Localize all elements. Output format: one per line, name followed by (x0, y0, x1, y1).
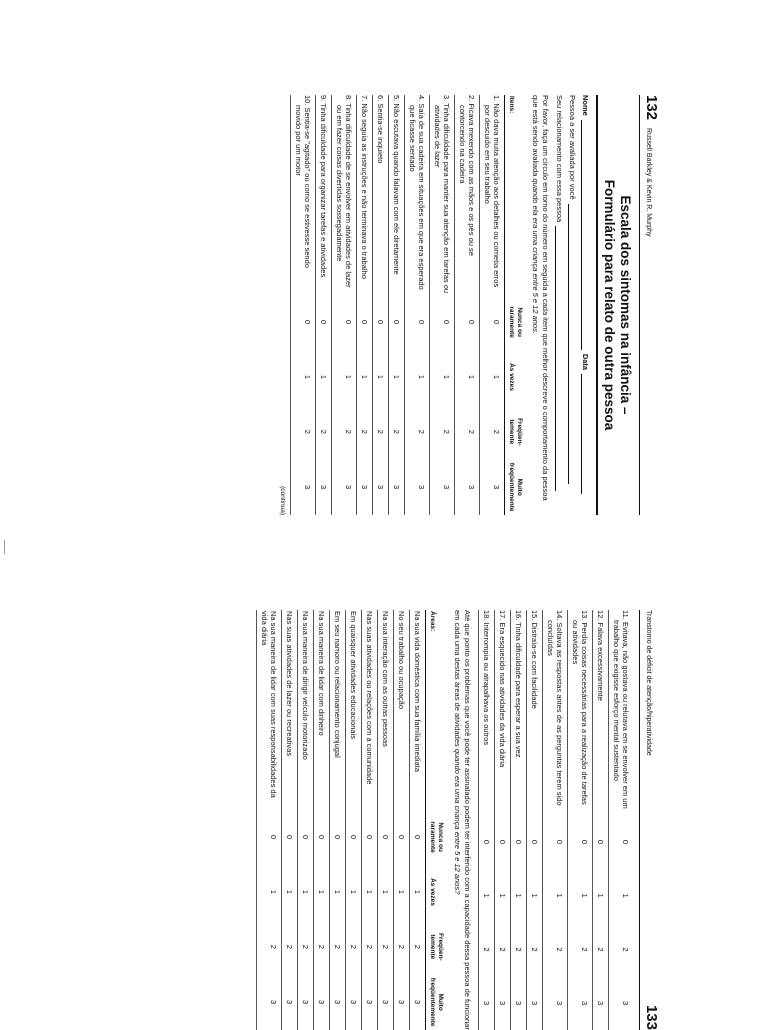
score-0[interactable]: 0 (332, 295, 357, 350)
score-3[interactable]: 3 (330, 974, 346, 1030)
title-line-1: Escala dos sintomas na infância – (618, 195, 633, 415)
score-1[interactable]: 1 (257, 865, 282, 920)
item-text: 11. Evitava, não gostava ou relutava em se envolver em um trabalho que exigisse esforço mental sustentado (609, 610, 634, 815)
score-2[interactable]: 2 (394, 919, 410, 974)
score-1[interactable]: 1 (430, 350, 455, 405)
score-0[interactable]: 0 (373, 295, 389, 350)
area-text: No seu trabalho ou ocupação (394, 610, 410, 810)
score-3[interactable]: 3 (316, 459, 332, 515)
table-row (389, 95, 405, 515)
instructions (530, 95, 550, 515)
score-3[interactable]: 3 (593, 976, 609, 1030)
score-1[interactable]: 1 (362, 865, 378, 920)
score-1[interactable]: 1 (593, 869, 609, 923)
area-text: Na sua maneira de lidar com suas responsabilidades da vida diária (257, 610, 282, 810)
score-1[interactable]: 1 (378, 865, 394, 920)
score-3[interactable]: 3 (362, 974, 378, 1030)
score-3[interactable]: 3 (378, 974, 394, 1030)
instructions-text: Por favor, faça um círculo em torno do número em seguida a cada item que melhor descreve o comportamento da pessoa que está sendo avaliada (531, 95, 550, 501)
items-table-continued (478, 610, 633, 1030)
score-2[interactable]: 2 (330, 919, 346, 974)
score-1[interactable]: 1 (609, 869, 634, 923)
running-header: Transtorno de déficit de atenção/hiperatividade (645, 610, 652, 756)
col-very-often: Muito freqüentemente (426, 974, 447, 1030)
score-3[interactable]: 3 (609, 976, 634, 1030)
score-3[interactable]: 3 (495, 976, 511, 1030)
col-items: Itens: (505, 95, 526, 295)
score-0[interactable]: 0 (480, 295, 505, 350)
item-text: 15. Distraía-se com facilidade (527, 610, 543, 815)
table-row (430, 95, 455, 515)
score-2[interactable]: 2 (291, 404, 316, 459)
areas-instructions-text: Até que ponto os problemas que você pode ter assinalado podem ter interferido com a capacidade dessa pessoa de funcionar em cada uma destas áreas de atividades (453, 610, 472, 1030)
title-rule (596, 95, 598, 515)
score-0[interactable]: 0 (316, 295, 332, 350)
score-1[interactable]: 1 (495, 869, 511, 923)
score-3[interactable]: 3 (511, 976, 527, 1030)
score-2[interactable]: 2 (357, 404, 373, 459)
score-2[interactable]: 2 (479, 923, 495, 977)
score-0[interactable]: 0 (511, 815, 527, 869)
item-text: 1. Não dava muita atenção aos detalhes ou cometia erros por descuido em seu trabalho (480, 95, 505, 295)
score-2[interactable]: 2 (455, 404, 480, 459)
score-0[interactable]: 0 (357, 295, 373, 350)
items-table (290, 95, 525, 515)
person-blank (568, 204, 577, 484)
table-row (257, 610, 282, 1030)
title-line-2: Formulário para relato de outra pessoa (602, 179, 617, 431)
table-row (479, 610, 495, 1030)
table-row (593, 610, 609, 1030)
table-row (291, 95, 316, 515)
score-2[interactable]: 2 (362, 919, 378, 974)
score-2[interactable]: 2 (346, 919, 362, 974)
left-page (150, 95, 660, 515)
score-0[interactable]: 0 (430, 295, 455, 350)
table-row (527, 610, 543, 1030)
score-2[interactable]: 2 (511, 923, 527, 977)
score-3[interactable]: 3 (394, 974, 410, 1030)
table-row (332, 95, 357, 515)
item-text: 5. Não escutava quando falavam com ele diretamente (389, 95, 405, 295)
table-row (495, 610, 511, 1030)
area-text: Em seu namoro ou relacionamento conjugal (330, 610, 346, 810)
score-1[interactable]: 1 (330, 865, 346, 920)
score-1[interactable]: 1 (346, 865, 362, 920)
score-0[interactable]: 0 (291, 295, 316, 350)
score-0[interactable]: 0 (394, 810, 410, 865)
score-2[interactable]: 2 (609, 923, 634, 977)
score-0[interactable]: 0 (543, 815, 568, 869)
score-1[interactable]: 1 (479, 869, 495, 923)
area-text: Na sua maneira de dirigir veículo motorizado (298, 610, 314, 810)
score-1[interactable]: 1 (332, 350, 357, 405)
table-row (346, 610, 362, 1030)
score-2[interactable]: 2 (543, 923, 568, 977)
item-text: 18. Interrompia ou atrapalhava os outros (479, 610, 495, 815)
left-page-header (639, 95, 660, 515)
item-text: 10. Sentia-se "agitado" ou como se estivesse sendo movido por um motor (291, 95, 316, 295)
areas-instructions-italic: quando era uma criança entre 5 e 12 anos? (453, 748, 462, 895)
table-row (543, 610, 568, 1030)
date-blank (581, 374, 590, 494)
score-0[interactable]: 0 (495, 815, 511, 869)
table-row (282, 610, 298, 1030)
score-3[interactable]: 3 (291, 459, 316, 515)
score-1[interactable]: 1 (480, 350, 505, 405)
area-text: Nas suas atividades de lazer ou recreativas (282, 610, 298, 810)
page-number: 132 (643, 95, 660, 121)
table-row (298, 610, 314, 1030)
score-3[interactable]: 3 (479, 976, 495, 1030)
name-field (581, 95, 590, 515)
item-text: 13. Perdia coisas necessárias para a realização de tarefas ou atividades (568, 610, 593, 815)
score-3[interactable]: 3 (389, 459, 405, 515)
form-title (601, 95, 633, 515)
running-header: Russell Barkley & Kevin R. Murphy (645, 128, 652, 237)
score-3[interactable]: 3 (346, 974, 362, 1030)
score-0[interactable]: 0 (314, 810, 330, 865)
score-1[interactable]: 1 (357, 350, 373, 405)
score-2[interactable]: 2 (495, 923, 511, 977)
score-0[interactable]: 0 (298, 810, 314, 865)
table-row (316, 95, 332, 515)
col-areas: Áreas: (426, 610, 447, 810)
item-text: 12. Falava excessivamente (593, 610, 609, 815)
table-row (609, 610, 634, 1030)
item-text: 14. Soltava as respostas antes de as perguntas terem sido concluídas (543, 610, 568, 815)
score-3[interactable]: 3 (527, 976, 543, 1030)
item-text: 2. Ficava mexendo com as mãos e os pés ou se contorcendo na cadeira (455, 95, 480, 295)
item-text: 16. Tinha dificuldade para esperar a sua vez (511, 610, 527, 815)
table-header-row (505, 95, 526, 515)
score-2[interactable]: 2 (314, 919, 330, 974)
page-number: 133 (643, 1004, 660, 1030)
score-0[interactable]: 0 (362, 810, 378, 865)
score-1[interactable]: 1 (389, 350, 405, 405)
score-0[interactable]: 0 (527, 815, 543, 869)
table-header-row (426, 610, 447, 1030)
score-0[interactable]: 0 (378, 810, 394, 865)
table-row (410, 610, 426, 1030)
area-text: Na sua maneira de lidar com dinheiro (314, 610, 330, 810)
score-2[interactable]: 2 (298, 919, 314, 974)
score-0[interactable]: 0 (609, 815, 634, 869)
score-1[interactable]: 1 (455, 350, 480, 405)
score-0[interactable]: 0 (455, 295, 480, 350)
score-1[interactable]: 1 (314, 865, 330, 920)
score-2[interactable]: 2 (527, 923, 543, 977)
relationship-label: Seu relacionamento com essa pessoa (555, 95, 564, 223)
col-sometimes: Às vezes (426, 865, 447, 920)
score-3[interactable]: 3 (373, 459, 389, 515)
col-often: Freqüen- temente (426, 919, 447, 974)
item-text: 6. Sentia-se inquieto (373, 95, 389, 295)
name-blank (581, 120, 590, 350)
score-1[interactable]: 1 (543, 869, 568, 923)
score-1[interactable]: 1 (568, 869, 593, 923)
score-3[interactable]: 3 (298, 974, 314, 1030)
table-row (330, 610, 346, 1030)
score-0[interactable]: 0 (257, 810, 282, 865)
score-2[interactable]: 2 (593, 923, 609, 977)
score-2[interactable]: 2 (373, 404, 389, 459)
area-text: Nas suas atividades ou relações com a comunidade (362, 610, 378, 810)
score-3[interactable]: 3 (455, 459, 480, 515)
table-row (405, 95, 430, 515)
col-never: Nunca ou raramente (505, 295, 526, 350)
score-2[interactable]: 2 (332, 404, 357, 459)
score-1[interactable]: 1 (282, 865, 298, 920)
table-row (455, 95, 480, 515)
table-row (511, 610, 527, 1030)
col-often: Freqüen- temente (505, 404, 526, 459)
area-text: Em quaisquer atividades educacionais (346, 610, 362, 810)
scan-margin-mark (4, 540, 5, 554)
item-text: 7. Não seguia as instruções e não terminava o trabalho (357, 95, 373, 295)
areas-instructions (452, 610, 472, 1030)
score-1[interactable]: 1 (373, 350, 389, 405)
col-never: Nunca ou raramente (426, 810, 447, 865)
score-2[interactable]: 2 (257, 919, 282, 974)
score-0[interactable]: 0 (568, 815, 593, 869)
col-very-often: Muito freqüentemente (505, 459, 526, 515)
relationship-blank (555, 226, 564, 491)
score-2[interactable]: 2 (316, 404, 332, 459)
table-row (378, 610, 394, 1030)
area-text: Na sua interação com as outras pessoas (378, 610, 394, 810)
score-1[interactable]: 1 (410, 865, 426, 920)
score-2[interactable]: 2 (410, 919, 426, 974)
score-1[interactable]: 1 (527, 869, 543, 923)
score-1[interactable]: 1 (298, 865, 314, 920)
score-1[interactable]: 1 (511, 869, 527, 923)
score-3[interactable]: 3 (282, 974, 298, 1030)
continued-note: (continua) (279, 486, 286, 515)
score-3[interactable]: 3 (257, 974, 282, 1030)
person-label: Pessoa a ser avaliada por você (568, 95, 577, 200)
score-1[interactable]: 1 (291, 350, 316, 405)
score-3[interactable]: 3 (357, 459, 373, 515)
date-label: Data (581, 353, 590, 371)
score-3[interactable]: 3 (410, 974, 426, 1030)
score-1[interactable]: 1 (405, 350, 430, 405)
table-row (480, 95, 505, 515)
area-text: Na sua vida doméstica com sua família imediata (410, 610, 426, 810)
score-3[interactable]: 3 (430, 459, 455, 515)
table-row (314, 610, 330, 1030)
table-row (568, 610, 593, 1030)
score-3[interactable]: 3 (480, 459, 505, 515)
item-text: 9. Tinha dificuldade para organizar tarefas e atividades (316, 95, 332, 295)
score-2[interactable]: 2 (389, 404, 405, 459)
score-0[interactable]: 0 (346, 810, 362, 865)
score-0[interactable]: 0 (330, 810, 346, 865)
score-3[interactable]: 3 (568, 976, 593, 1030)
score-0[interactable]: 0 (410, 810, 426, 865)
score-3[interactable]: 3 (314, 974, 330, 1030)
item-text: 4. Saía de sua cadeira em situações em que era esperado que ficasse sentado (405, 95, 430, 295)
person-field (568, 95, 577, 515)
right-page (150, 610, 660, 1030)
score-3[interactable]: 3 (405, 459, 430, 515)
score-3[interactable]: 3 (543, 976, 568, 1030)
score-2[interactable]: 2 (405, 404, 430, 459)
score-2[interactable]: 2 (378, 919, 394, 974)
score-0[interactable]: 0 (479, 815, 495, 869)
table-row (373, 95, 389, 515)
score-1[interactable]: 1 (316, 350, 332, 405)
table-row (362, 610, 378, 1030)
score-0[interactable]: 0 (282, 810, 298, 865)
right-page-header (639, 610, 660, 1030)
score-2[interactable]: 2 (282, 919, 298, 974)
instructions-italic: quando ela era uma criança entre 5 e 12 anos. (531, 178, 540, 334)
score-2[interactable]: 2 (430, 404, 455, 459)
areas-table (256, 610, 446, 1030)
table-row (394, 610, 410, 1030)
score-0[interactable]: 0 (389, 295, 405, 350)
item-text: 3. Tinha dificuldade para manter sua atenção em tarefas ou atividades de lazer (430, 95, 455, 295)
score-0[interactable]: 0 (405, 295, 430, 350)
score-3[interactable]: 3 (332, 459, 357, 515)
relationship-field (555, 95, 564, 515)
score-2[interactable]: 2 (568, 923, 593, 977)
col-sometimes: Às vezes (505, 350, 526, 405)
score-1[interactable]: 1 (394, 865, 410, 920)
item-text: 8. Tinha dificuldade de se envolver em atividades de lazer ou em fazer coisas divertidas sossegadamente (332, 95, 357, 295)
table-row (357, 95, 373, 515)
score-0[interactable]: 0 (593, 815, 609, 869)
item-text: 17. Era esquecido nas atividades da vida diária (495, 610, 511, 815)
name-label: Nome (581, 95, 590, 116)
score-2[interactable]: 2 (480, 404, 505, 459)
